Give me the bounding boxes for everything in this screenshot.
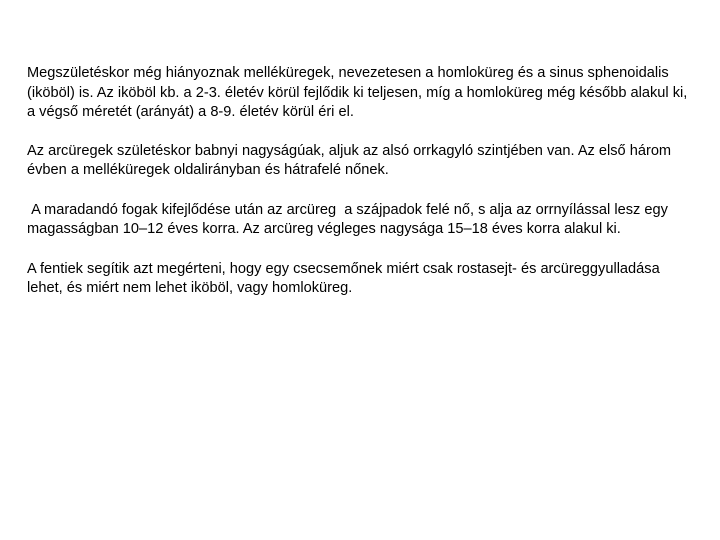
- text-body: [27, 64, 699, 299]
- paragraph-sinus-development: Megszületéskor még hiányoznak melléküregek, nevezetesen a homloküreg és a sinus sphenoidalis (iköböl) is. Az iköböl kb. a 2-3. életév körül fejlődik ki teljesen, míg a homloküreg még később alakul ki, a végső méretét (arányát) a 8-9. életév körül éri el.: [27, 65, 688, 120]
- paragraph-maxillary-sinus-at-birth: Az arcüregek születéskor babnyi nagyságúak, aljuk az alsó orrkagyló szintjében van. Az első három évben a melléküregek oldalirányban és hátrafelé nőnek.: [27, 142, 672, 178]
- paragraph-infant-sinusitis: A fentiek segítik azt megérteni, hogy egy csecsemőnek miért csak rostasejt- és arcüreggyulladása lehet, és miért nem lehet iköböl, vagy homloküreg.: [27, 260, 660, 296]
- paragraph-maxillary-sinus-growth: A maradandó fogak kifejlődése után az arcüreg a szájpadok felé nő, s alja az orrnyílással lesz egy magasságban 10–12 éves korra. Az arcüreg végleges nagysága 15–18 éves korra alakul ki.: [27, 201, 672, 237]
